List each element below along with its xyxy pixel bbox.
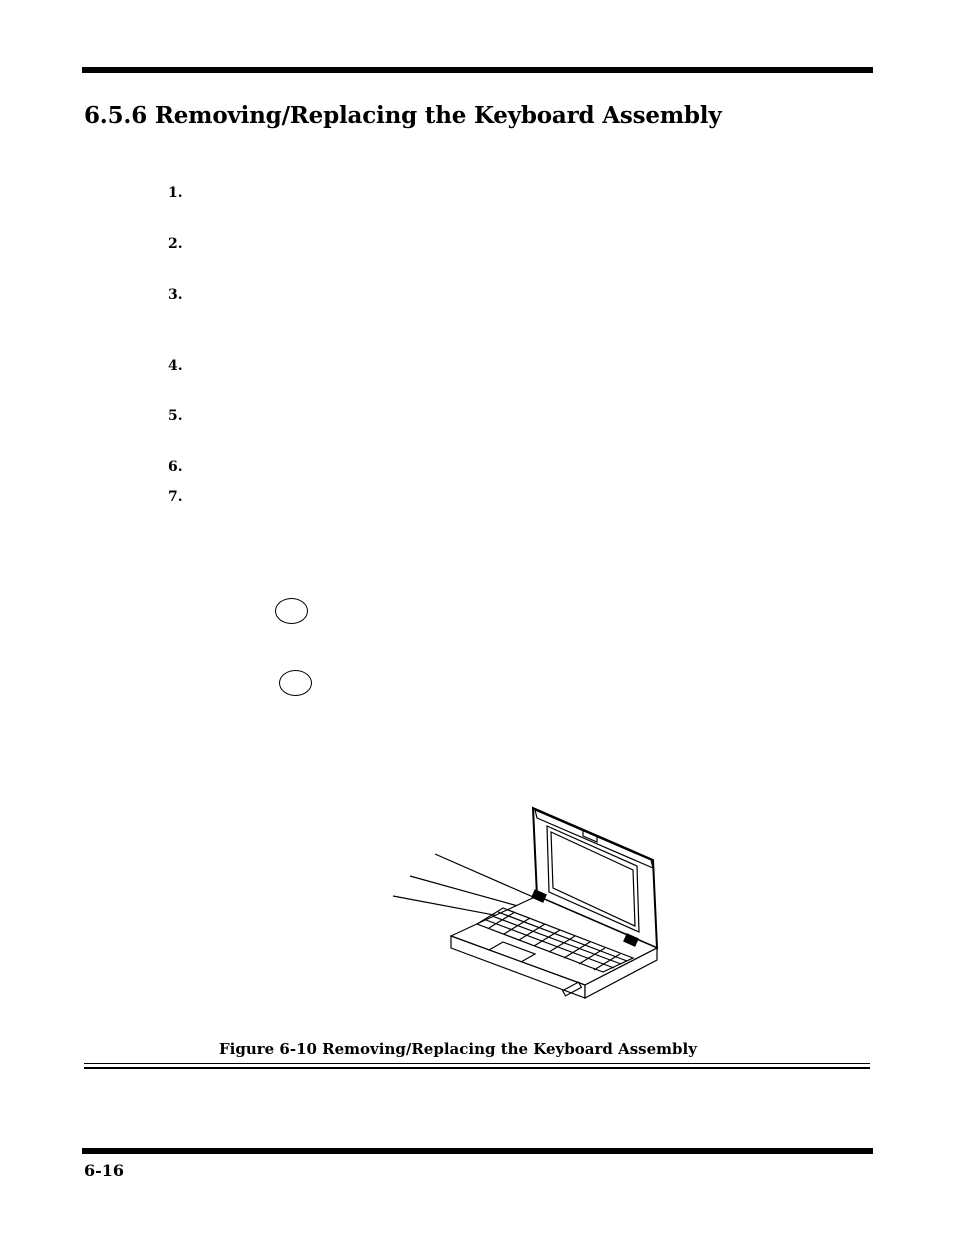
callout-circle bbox=[275, 598, 308, 624]
step-number: 7. bbox=[168, 489, 183, 505]
section-heading: 6.5.6 Removing/Replacing the Keyboard Assembly bbox=[84, 102, 722, 129]
keyboard-assembly-illustration bbox=[385, 800, 665, 1005]
step-number: 4. bbox=[168, 358, 183, 374]
caption-rule bbox=[84, 1067, 870, 1069]
callout-circle bbox=[279, 670, 312, 696]
step-number: 3. bbox=[168, 287, 183, 303]
caption-rule bbox=[84, 1063, 870, 1064]
footer-rule bbox=[82, 1148, 873, 1154]
step-number: 1. bbox=[168, 185, 183, 201]
page-number: 6-16 bbox=[84, 1161, 125, 1180]
step-number: 2. bbox=[168, 236, 183, 252]
figure-caption: Figure 6-10 Removing/Replacing the Keyboard Assembly bbox=[219, 1040, 697, 1058]
step-number: 6. bbox=[168, 459, 183, 475]
step-number: 5. bbox=[168, 408, 183, 424]
header-rule bbox=[82, 67, 873, 73]
